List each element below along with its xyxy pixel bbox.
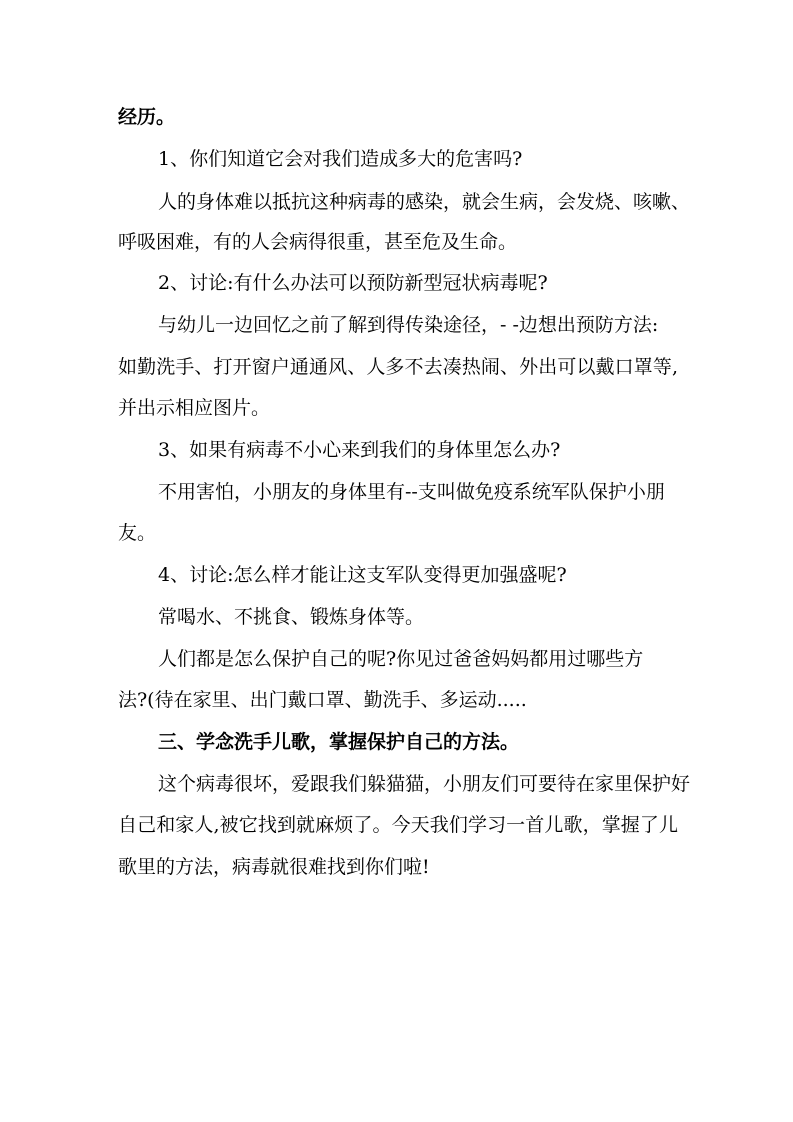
answer-2-line-3: 并出示相应图片。 bbox=[118, 397, 271, 419]
answer-4: 常喝水、不挑食、锻炼身体等。 bbox=[158, 606, 425, 628]
paragraph-line-2: 自己和家人,被它找到就麻烦了。今天我们学习一首儿歌，掌握了儿 bbox=[118, 814, 678, 836]
paragraph-line-1: 这个病毒很坏，爱跟我们躲猫猫，小朋友们可要待在家里保护好 bbox=[158, 773, 691, 795]
paragraph-line-3: 歌里的方法，病毒就很难找到你们啦! bbox=[118, 856, 430, 878]
question-4: 4、讨论:怎么样才能让这支军队变得更加强盛呢? bbox=[158, 564, 567, 586]
answer-3-line-2: 友。 bbox=[118, 522, 157, 544]
answer-2-line-2: 如勤洗手、打开窗户通通风、人多不去凑热闹、外出可以戴口罩等, bbox=[118, 356, 678, 378]
answer-3-line-1: 不用害怕，小朋友的身体里有--支叫做免疫系统军队保护小朋 bbox=[158, 481, 665, 503]
question-2: 2、讨论:有什么办法可以预防新型冠状病毒呢? bbox=[158, 272, 548, 294]
question-1: 1、你们知道它会对我们造成多大的危害吗? bbox=[158, 148, 523, 170]
answer-1-line-1: 人的身体难以抵抗这种病毒的感染，就会生病，会发烧、咳嗽、 bbox=[158, 191, 691, 213]
section-heading: 三、学念洗手儿歌，掌握保护自己的方法。 bbox=[158, 731, 520, 753]
paragraph-line-2: 法?(待在家里、出门戴口罩、勤洗手、多运动..... bbox=[118, 689, 527, 711]
answer-2-line-1: 与幼儿一边回忆之前了解到得传染途径，- -边想出预防方法: bbox=[158, 314, 659, 336]
answer-1-line-2: 呼吸困难，有的人会病得很重，甚至危及生命。 bbox=[118, 231, 518, 253]
text-line: 经历。 bbox=[118, 106, 176, 128]
question-3: 3、如果有病毒不小心来到我们的身体里怎么办? bbox=[158, 439, 561, 461]
paragraph-line-1: 人们都是怎么保护自己的呢?你见过爸爸妈妈都用过哪些方 bbox=[158, 648, 644, 670]
